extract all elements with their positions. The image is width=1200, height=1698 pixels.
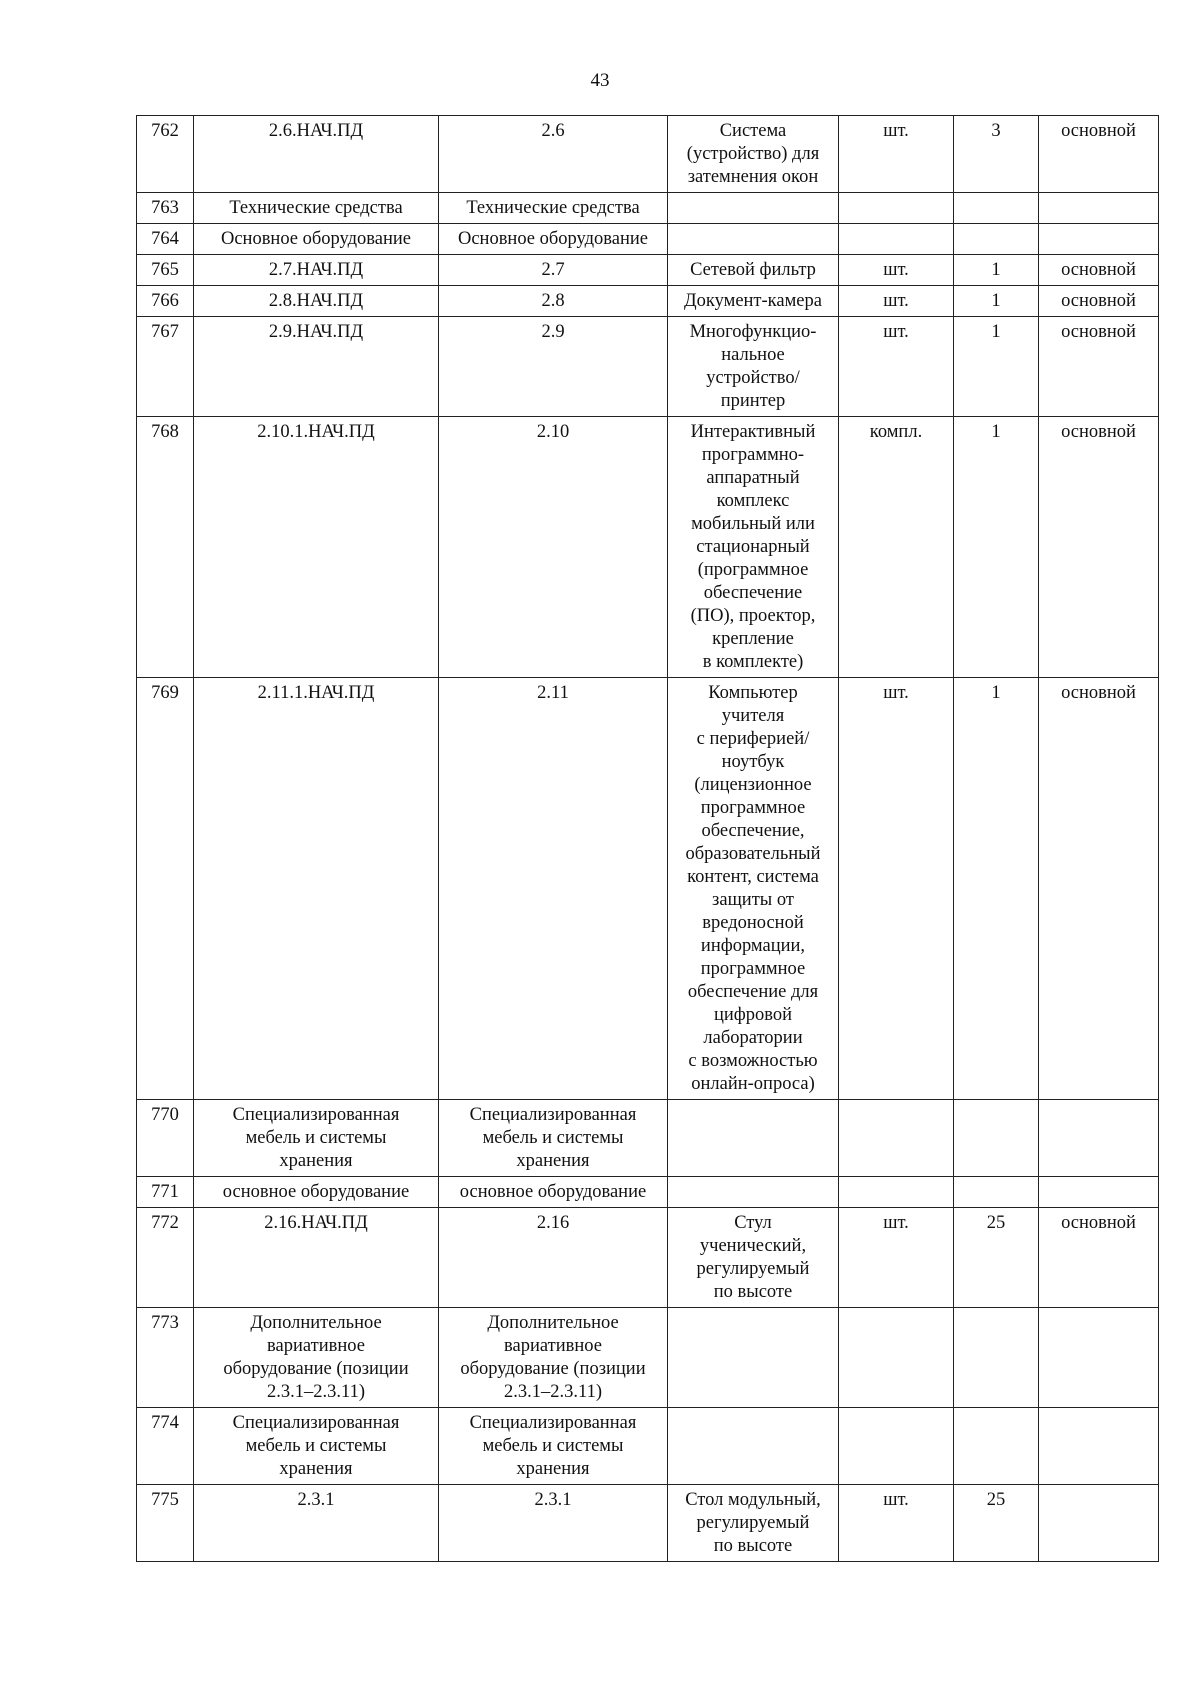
name-cell: Стол модульный, регулируемый по высоте	[668, 1485, 839, 1562]
position-cell: Специализированная мебель и системы хранения	[439, 1100, 668, 1177]
unit-cell: компл.	[839, 417, 954, 678]
name-cell: Компьютер учителя с периферией/ ноутбук (лицензионное программное обеспечение, образовательный контент, система защиты от вредоносной информации, программное обеспечение для цифровой лаборатории с возможностью онлайн-опроса)	[668, 678, 839, 1100]
name-cell	[668, 1408, 839, 1485]
code-cell: 2.9.НАЧ.ПД	[194, 317, 439, 417]
unit-cell: шт.	[839, 1208, 954, 1308]
table-row	[137, 1408, 1159, 1485]
table-row	[137, 1208, 1159, 1308]
name-cell: Стул ученический, регулируемый по высоте	[668, 1208, 839, 1308]
row-number-cell: 765	[137, 255, 194, 286]
code-cell: основное оборудование	[194, 1177, 439, 1208]
quantity-cell: 1	[954, 255, 1039, 286]
row-number-cell: 767	[137, 317, 194, 417]
table-row	[137, 255, 1159, 286]
code-cell: Основное оборудование	[194, 224, 439, 255]
name-cell	[668, 193, 839, 224]
unit-cell: шт.	[839, 286, 954, 317]
table-row	[137, 286, 1159, 317]
type-cell: основной	[1039, 1208, 1159, 1308]
unit-cell: шт.	[839, 1485, 954, 1562]
position-cell: 2.6	[439, 116, 668, 193]
unit-cell: шт.	[839, 116, 954, 193]
table-row	[137, 678, 1159, 1100]
quantity-cell: 1	[954, 678, 1039, 1100]
quantity-cell: 1	[954, 317, 1039, 417]
code-cell: Специализированная мебель и системы хранения	[194, 1100, 439, 1177]
name-cell	[668, 1177, 839, 1208]
unit-cell	[839, 1308, 954, 1408]
type-cell: основной	[1039, 116, 1159, 193]
name-cell	[668, 1100, 839, 1177]
code-cell: 2.16.НАЧ.ПД	[194, 1208, 439, 1308]
name-cell: Документ-камера	[668, 286, 839, 317]
position-cell: Основное оборудование	[439, 224, 668, 255]
table-row	[137, 1485, 1159, 1562]
quantity-cell: 3	[954, 116, 1039, 193]
position-cell: 2.11	[439, 678, 668, 1100]
row-number-cell: 763	[137, 193, 194, 224]
position-cell: 2.7	[439, 255, 668, 286]
quantity-cell: 1	[954, 417, 1039, 678]
row-number-cell: 768	[137, 417, 194, 678]
table-row	[137, 1100, 1159, 1177]
name-cell	[668, 224, 839, 255]
code-cell: 2.7.НАЧ.ПД	[194, 255, 439, 286]
table-row	[137, 417, 1159, 678]
table-row	[137, 116, 1159, 193]
name-cell: Сетевой фильтр	[668, 255, 839, 286]
equipment-table	[136, 115, 1159, 1562]
quantity-cell: 25	[954, 1208, 1039, 1308]
row-number-cell: 774	[137, 1408, 194, 1485]
position-cell: 2.16	[439, 1208, 668, 1308]
type-cell: основной	[1039, 255, 1159, 286]
type-cell	[1039, 1177, 1159, 1208]
type-cell	[1039, 224, 1159, 255]
table-row	[137, 1308, 1159, 1408]
type-cell	[1039, 1308, 1159, 1408]
table-row	[137, 224, 1159, 255]
position-cell: 2.3.1	[439, 1485, 668, 1562]
row-number-cell: 766	[137, 286, 194, 317]
type-cell	[1039, 1408, 1159, 1485]
position-cell: 2.9	[439, 317, 668, 417]
quantity-cell: 1	[954, 286, 1039, 317]
name-cell: Многофункцио- нальное устройство/ принтер	[668, 317, 839, 417]
quantity-cell	[954, 193, 1039, 224]
row-number-cell: 770	[137, 1100, 194, 1177]
unit-cell	[839, 1408, 954, 1485]
unit-cell: шт.	[839, 255, 954, 286]
table-body	[137, 116, 1159, 1562]
row-number-cell: 762	[137, 116, 194, 193]
code-cell: 2.3.1	[194, 1485, 439, 1562]
code-cell: 2.10.1.НАЧ.ПД	[194, 417, 439, 678]
row-number-cell: 771	[137, 1177, 194, 1208]
type-cell: основной	[1039, 417, 1159, 678]
unit-cell: шт.	[839, 678, 954, 1100]
row-number-cell: 764	[137, 224, 194, 255]
quantity-cell	[954, 224, 1039, 255]
type-cell	[1039, 1485, 1159, 1562]
type-cell: основной	[1039, 286, 1159, 317]
row-number-cell: 769	[137, 678, 194, 1100]
name-cell: Интерактивный программно- аппаратный комплекс мобильный или стационарный (программное обеспечение (ПО), проектор, крепление в комплекте)	[668, 417, 839, 678]
type-cell: основной	[1039, 678, 1159, 1100]
position-cell: 2.8	[439, 286, 668, 317]
quantity-cell	[954, 1308, 1039, 1408]
unit-cell	[839, 193, 954, 224]
code-cell: 2.8.НАЧ.ПД	[194, 286, 439, 317]
row-number-cell: 772	[137, 1208, 194, 1308]
type-cell	[1039, 1100, 1159, 1177]
code-cell: 2.6.НАЧ.ПД	[194, 116, 439, 193]
page-number: 43	[590, 70, 610, 91]
position-cell: Технические средства	[439, 193, 668, 224]
unit-cell: шт.	[839, 317, 954, 417]
position-cell: основное оборудование	[439, 1177, 668, 1208]
code-cell: Технические средства	[194, 193, 439, 224]
code-cell: Специализированная мебель и системы хранения	[194, 1408, 439, 1485]
code-cell: 2.11.1.НАЧ.ПД	[194, 678, 439, 1100]
code-cell: Дополнительное вариативное оборудование (позиции 2.3.1–2.3.11)	[194, 1308, 439, 1408]
table-row	[137, 317, 1159, 417]
position-cell: Специализированная мебель и системы хранения	[439, 1408, 668, 1485]
row-number-cell: 773	[137, 1308, 194, 1408]
quantity-cell	[954, 1408, 1039, 1485]
position-cell: 2.10	[439, 417, 668, 678]
quantity-cell	[954, 1177, 1039, 1208]
unit-cell	[839, 1100, 954, 1177]
name-cell	[668, 1308, 839, 1408]
type-cell	[1039, 193, 1159, 224]
table-row	[137, 193, 1159, 224]
type-cell: основной	[1039, 317, 1159, 417]
quantity-cell: 25	[954, 1485, 1039, 1562]
quantity-cell	[954, 1100, 1039, 1177]
unit-cell	[839, 224, 954, 255]
name-cell: Система (устройство) для затемнения окон	[668, 116, 839, 193]
row-number-cell: 775	[137, 1485, 194, 1562]
unit-cell	[839, 1177, 954, 1208]
position-cell: Дополнительное вариативное оборудование (позиции 2.3.1–2.3.11)	[439, 1308, 668, 1408]
table-row	[137, 1177, 1159, 1208]
